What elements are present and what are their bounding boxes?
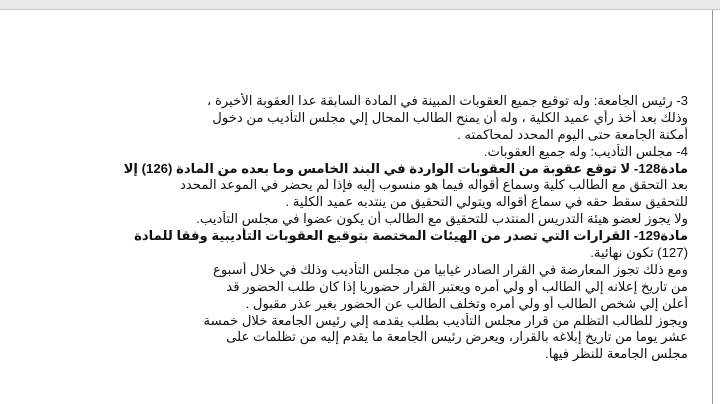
text-line: عشر يوما من تاريخ إبلاغه بالقرار، ويعرض رئيس الجامعة ما يقدم إليه من تظلمات على [226,329,688,345]
text-line: بعد التحقق مع الطالب كلية وسماع أقواله فيما هو منسوب إليه فإذا لم يحضر في الموعد المحدد [180,177,688,193]
text-line: 3- رئيس الجامعة: وله توقيع جميع العقوبات المبينة في المادة السابقة عدا العقوبة الأخيرة ، [207,93,688,108]
text-line: ومع ذلك تجوز المعارضة في القرار الصادر غيابيا من مجلس التأديب وذلك في خلال أسبوع [212,261,688,277]
text-line: من تاريخ إعلانه إلي الطالب أو ولي أمره ويعتبر القرار حضوريا إذا كان طلب الحضور قد [226,278,688,294]
text-line: للتحقيق سقط حقه في سماع أقواله ويتولي التحقيق من ينتدبه عميد الكلية . [285,194,688,210]
document-body [56,93,688,363]
page-right-border [712,10,713,404]
text-line: مجلس الجامعة للنظر فيها. [545,346,688,362]
article-128-line: مادة128- لا توقع عقوبة من العقوبات الواردة في البند الخامس وما بعده من المادة (126) إلا [123,160,688,176]
text-line: ويجوز للطالب التظلم من قرار مجلس التأديب بطلب يقدمه إلي رئيس الجامعة خلال خمسة [203,312,688,328]
article-129-line: مادة129- القرارات التي تصدر من الهيئات المختصة بتوقيع العقوبات التأديبية وفقا للمادة [134,228,688,244]
text-line: 4- مجلس التأديب: وله جميع العقوبات. [483,143,688,159]
window-top-edge [0,0,720,10]
text-line: أمكنة الجامعة حتى اليوم المحدد لمحاكمته . [457,126,688,142]
text-line: أعلن إلي شخص الطالب أو ولي أمره وتخلف الطالب عن الحضور بغير عذر مقبول . [245,295,688,311]
text-line: (127) تكون نهائية. [590,245,688,261]
text-line: وذلك بعد أخذ رأي عميد الكلية ، وله أن يمنح الطالب المحال إلي مجلس التأديب من دخول [212,109,688,125]
text-line: ولا يجوز لعضو هيئة التدريس المنتدب للتحقيق مع الطالب أن يكون عضوا في مجلس التأديب. [196,211,688,227]
